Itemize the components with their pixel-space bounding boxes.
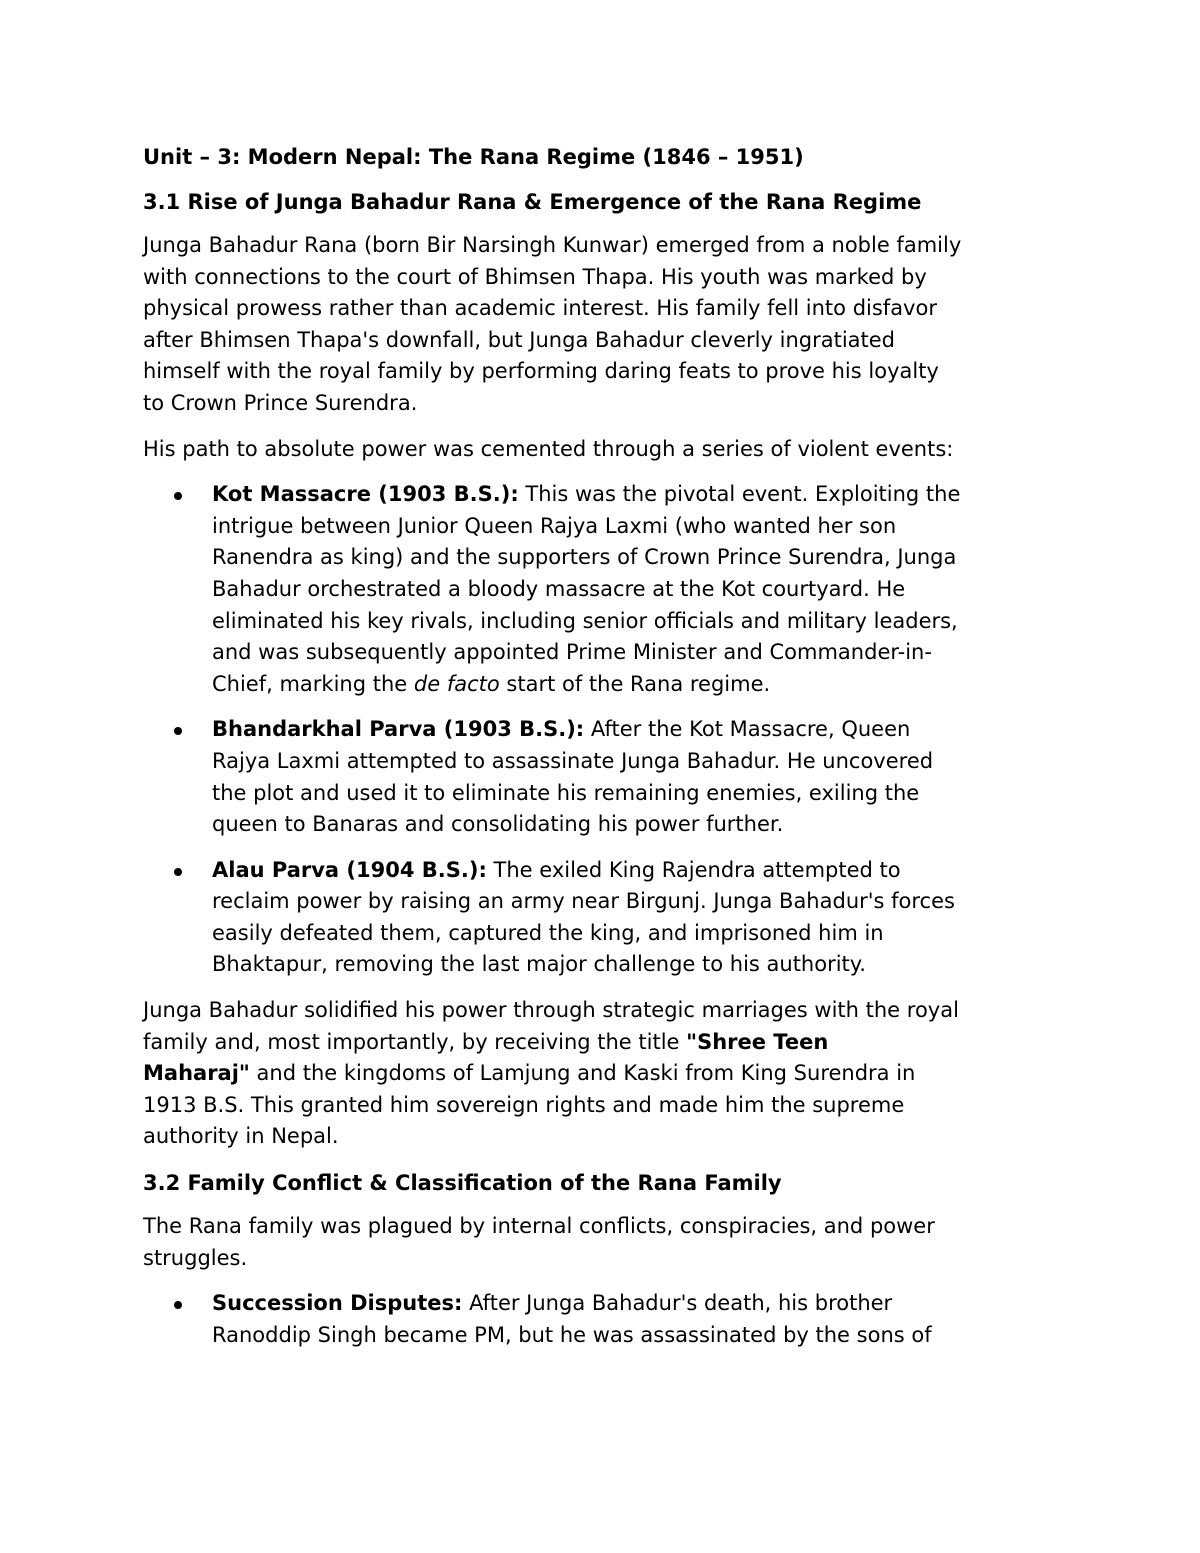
- list-item-body: [212, 479, 1068, 700]
- list-item-text: After the Kot Massacre, Queen: [584, 717, 911, 742]
- list-item-text: This was the pivotal event. Exploiting the: [518, 482, 961, 507]
- text-line: intrigue between Junior Queen Rajya Laxmi (who wanted her son: [212, 513, 897, 538]
- text-line: reclaim power by raising an army near Birgunj. Junga Bahadur's forces: [212, 889, 955, 914]
- list-item-text: After Junga Bahadur's death, his brother: [462, 1291, 893, 1316]
- list-item-term: Alau Parva (1904 B.S.):: [212, 857, 487, 882]
- text-line: [212, 669, 1068, 701]
- text-line: and was subsequently appointed Prime Minister and Commander-in-: [212, 640, 932, 665]
- text-line: struggles.: [143, 1245, 248, 1270]
- list-item-succession-disputes: [143, 1288, 1068, 1351]
- text-line: [212, 714, 1068, 746]
- text-line: Bhaktapur, removing the last major challenge to his authority.: [212, 952, 866, 977]
- text-line: physical prowess rather than academic interest. His family fell into disfavor: [143, 296, 937, 321]
- text-line: Ranoddip Singh became PM, but he was assassinated by the sons of: [212, 1322, 932, 1347]
- list-item-kot-massacre: [143, 479, 1068, 700]
- bullet-list-family-conflicts: [143, 1288, 1068, 1351]
- paragraph-solidified-power: [143, 995, 1068, 1153]
- list-item-alau-parva: [143, 855, 1068, 981]
- text-line: [212, 855, 1068, 887]
- text-line: Rajya Laxmi attempted to assassinate Junga Bahadur. He uncovered: [212, 748, 934, 773]
- list-item-bhandarkhal-parva: [143, 714, 1068, 840]
- paragraph-text: family and, most importantly, by receiving the title: [143, 1029, 687, 1054]
- text-line: easily defeated them, captured the king, and imprisoned him in: [212, 920, 884, 945]
- bullet-icon: [174, 1301, 182, 1309]
- paragraph-path-to-power: [143, 434, 1068, 466]
- list-item-text: The exiled King Rajendra attempted to: [486, 857, 901, 882]
- list-item-body: [212, 1288, 1068, 1351]
- text-line: himself with the royal family by performing daring feats to prove his loyalty: [143, 359, 939, 384]
- text-line: to Crown Prince Surendra.: [143, 390, 418, 415]
- text-line: [143, 1027, 1068, 1059]
- text-line: Junga Bahadur Rana (born Bir Narsingh Kunwar) emerged from a noble family: [143, 233, 962, 257]
- paragraph-junga-bahadur-intro: [143, 230, 1068, 420]
- list-item-body: [212, 855, 1068, 981]
- section-heading-3-1: 3.1 Rise of Junga Bahadur Rana & Emergence of the Rana Regime: [143, 190, 922, 214]
- text-line: 1913 B.S. This granted him sovereign rights and made him the supreme: [143, 1092, 905, 1117]
- list-item-term: Bhandarkhal Parva (1903 B.S.):: [212, 717, 585, 742]
- italic-term: de facto: [413, 671, 500, 696]
- list-item-text: Chief, marking the: [212, 671, 414, 696]
- unit-title: Unit – 3: Modern Nepal: The Rana Regime (1846 – 1951): [143, 145, 804, 169]
- text-line: eliminated his key rivals, including senior officials and military leaders,: [212, 608, 958, 633]
- section-heading-3-2: 3.2 Family Conflict & Classification of the Rana Family: [143, 1171, 782, 1196]
- text-line: the plot and used it to eliminate his remaining enemies, exiling the: [212, 780, 920, 805]
- bold-title: "Shree Teen: [686, 1029, 829, 1054]
- paragraph-family-conflict-intro: [143, 1211, 1068, 1274]
- paragraph-text: and the kingdoms of Lamjung and Kaski from King Surendra in: [249, 1061, 916, 1086]
- list-item-body: [212, 714, 1068, 840]
- text-line: authority in Nepal.: [143, 1124, 339, 1149]
- text-line: with connections to the court of Bhimsen Thapa. His youth was marked by: [143, 264, 927, 289]
- text-line: [143, 1058, 1068, 1090]
- document-page: [143, 141, 1068, 1365]
- bold-title: Maharaj": [143, 1061, 250, 1086]
- bullet-icon: [174, 727, 182, 735]
- list-item-term: Kot Massacre (1903 B.S.):: [212, 482, 519, 507]
- text-line: [212, 1288, 1068, 1320]
- text-line: after Bhimsen Thapa's downfall, but Junga Bahadur cleverly ingratiated: [143, 327, 896, 352]
- bullet-list-violent-events: [143, 479, 1068, 981]
- bullet-icon: [174, 868, 182, 876]
- list-item-text: start of the Rana regime.: [499, 671, 771, 696]
- list-item-term: Succession Disputes:: [212, 1291, 463, 1316]
- text-line: The Rana family was plagued by internal conflicts, conspiracies, and power: [143, 1214, 935, 1239]
- bullet-icon: [174, 492, 182, 500]
- text-line: Junga Bahadur solidified his power through strategic marriages with the royal: [143, 998, 959, 1023]
- text-line: queen to Banaras and consolidating his power further.: [212, 812, 784, 837]
- text-line: Bahadur orchestrated a bloody massacre at the Kot courtyard. He: [212, 576, 906, 601]
- text-line: His path to absolute power was cemented through a series of violent events:: [143, 436, 954, 461]
- text-line: [212, 479, 1068, 511]
- text-line: Ranendra as king) and the supporters of Crown Prince Surendra, Junga: [212, 545, 957, 570]
